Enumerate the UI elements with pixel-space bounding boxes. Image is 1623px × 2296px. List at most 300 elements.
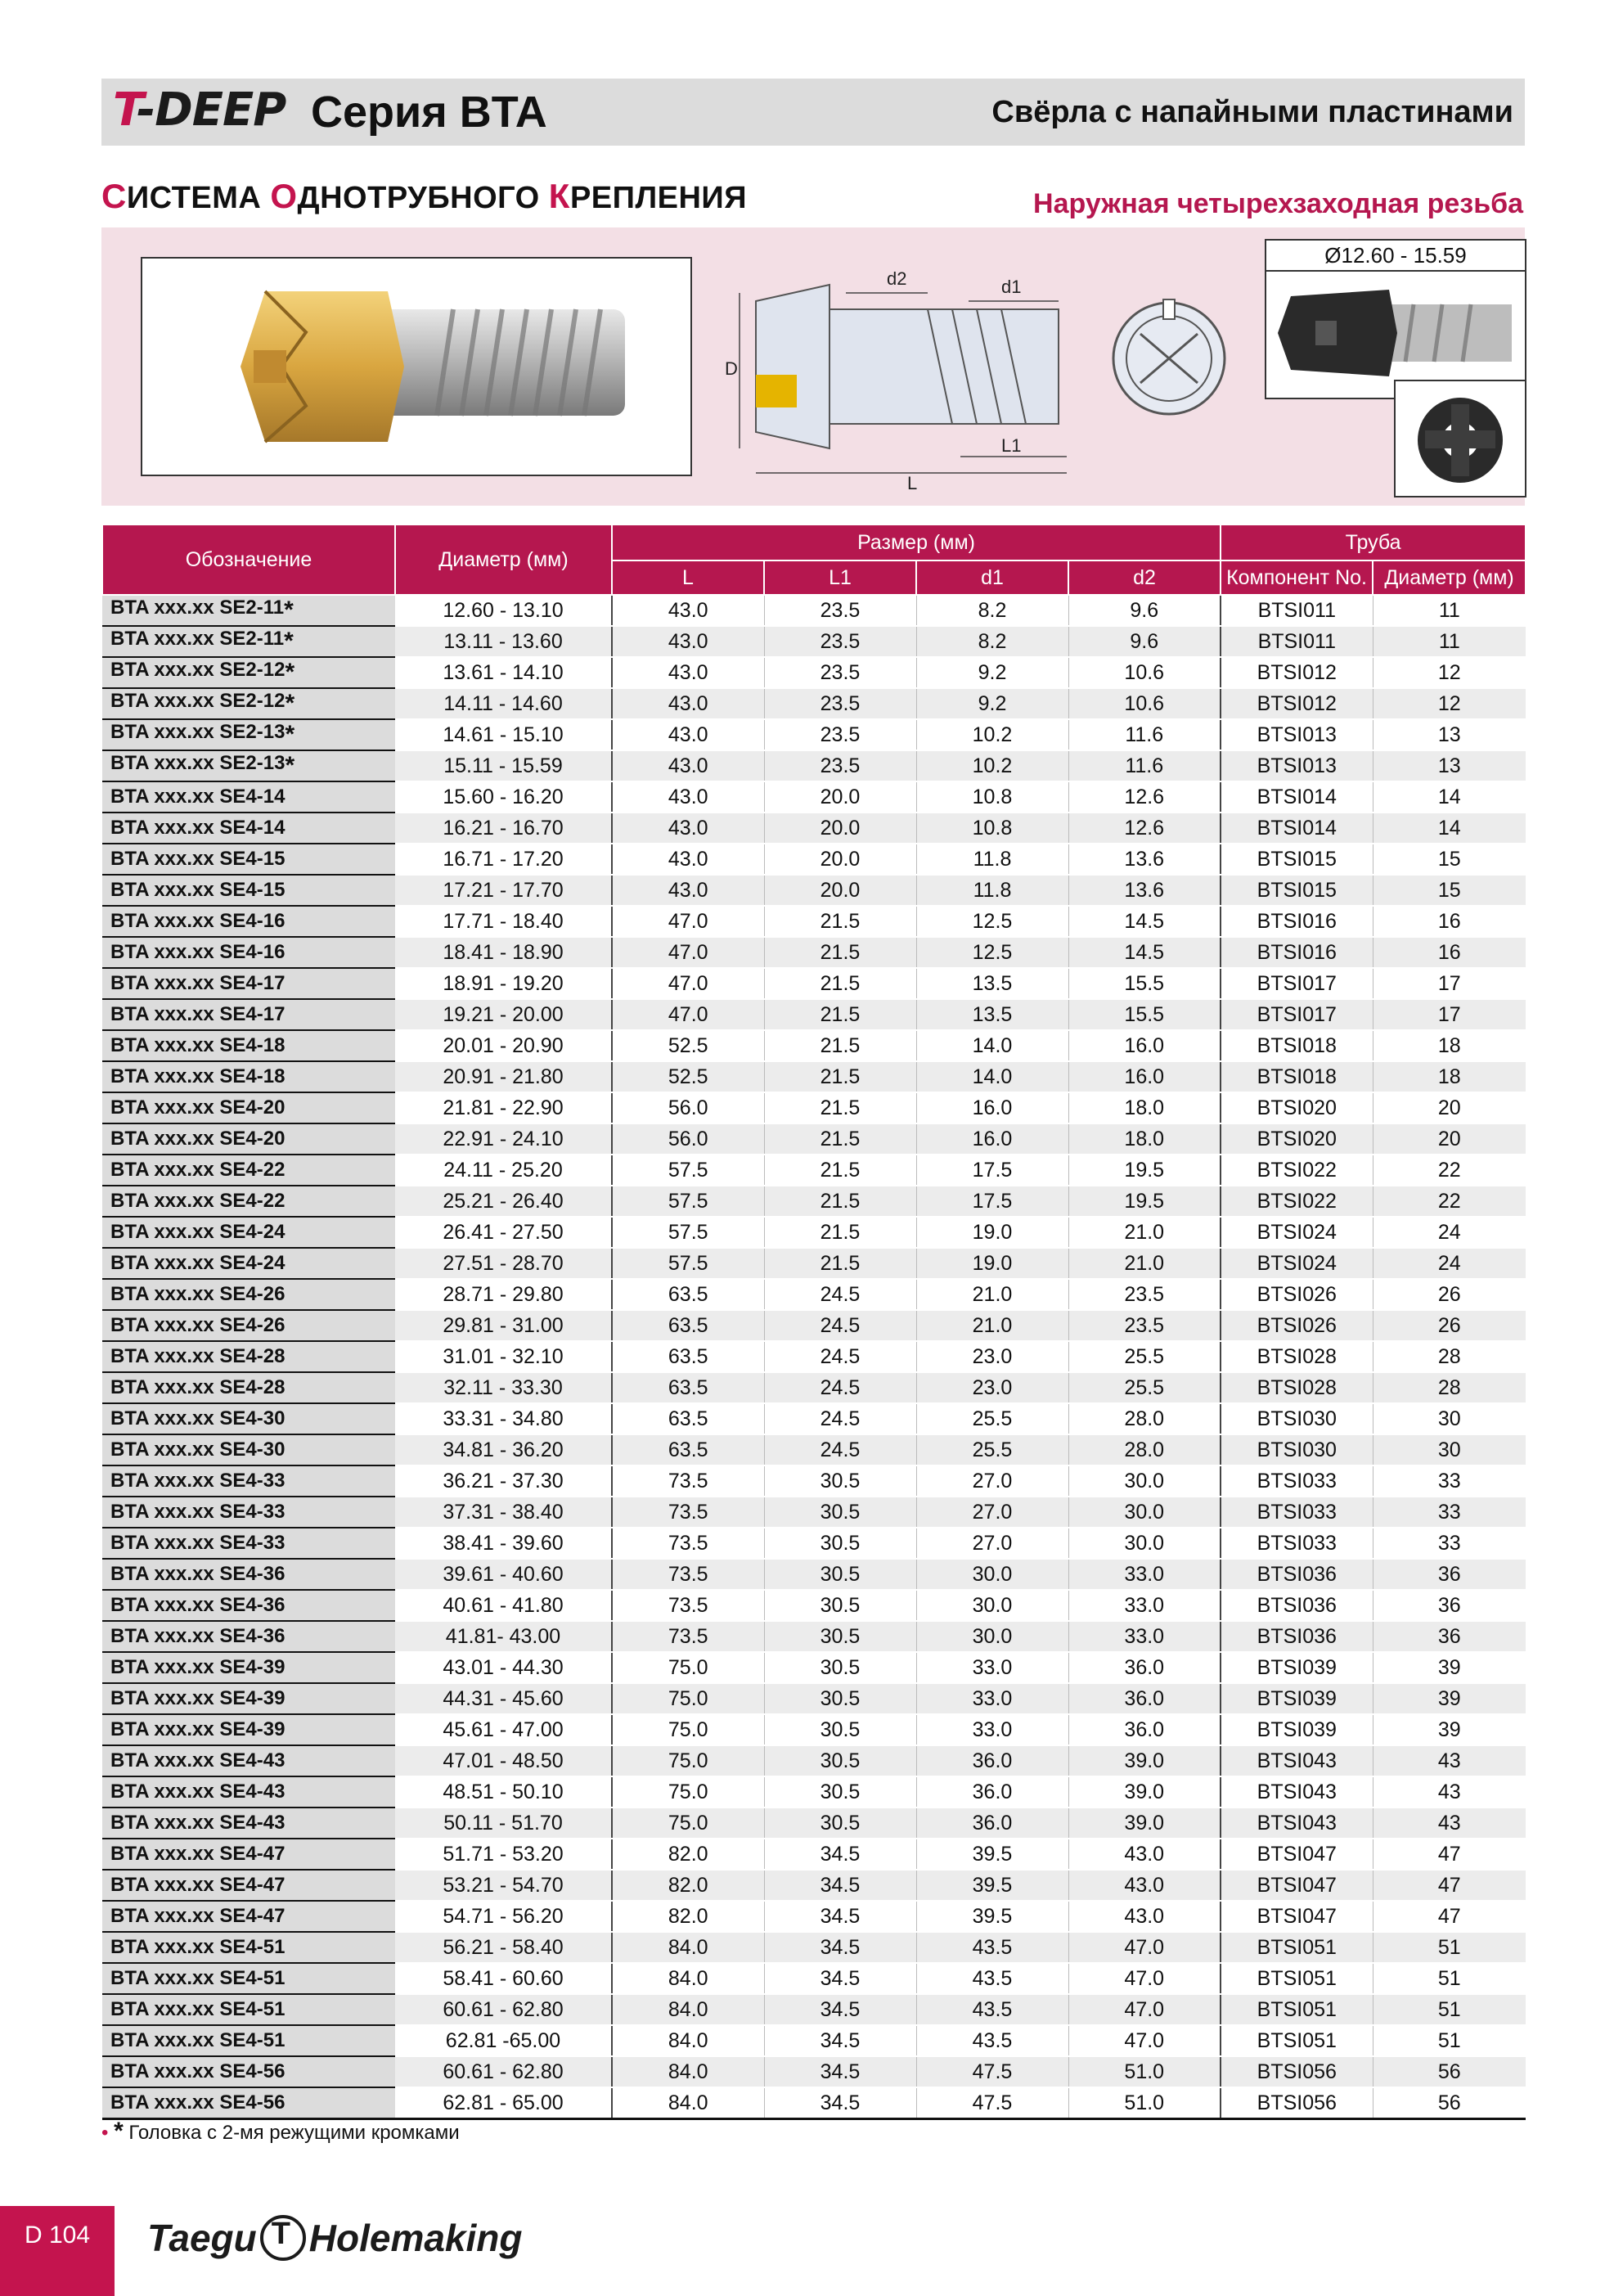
table-row [102, 937, 1526, 968]
cell-L1: 30.5 [764, 1776, 916, 1808]
cell-component: BTSI026 [1221, 1279, 1373, 1310]
cell-designation [102, 1808, 395, 1839]
cell-designation [102, 657, 395, 688]
designation-text: BTA xxx.xx SE4-43 [110, 1812, 285, 1834]
end-view-icon [1108, 268, 1230, 448]
cell-L: 43.0 [612, 657, 764, 688]
cell-L: 43.0 [612, 688, 764, 719]
cell-L: 75.0 [612, 1683, 764, 1714]
cell-designation [102, 1217, 395, 1248]
brand-logo-text: -DEEP [136, 83, 286, 137]
cell-L1: 30.5 [764, 1528, 916, 1559]
two-edge-star: * [285, 659, 295, 686]
drill-photo [141, 257, 692, 476]
cell-designation [102, 1528, 395, 1559]
cell-d2: 47.0 [1068, 2025, 1221, 2056]
cell-L: 73.5 [612, 1590, 764, 1621]
cell-tube-diameter: 12 [1373, 657, 1526, 688]
cell-d2: 12.6 [1068, 813, 1221, 844]
designation-text: BTA xxx.xx SE4-26 [110, 1314, 285, 1336]
cell-component: BTSI051 [1221, 2025, 1373, 2056]
cell-component: BTSI051 [1221, 1932, 1373, 1963]
cell-diameter: 14.11 - 14.60 [395, 688, 612, 719]
cell-designation [102, 2087, 395, 2119]
designation-text: BTA xxx.xx SE4-39 [110, 1718, 285, 1740]
designation-text: BTA xxx.xx SE4-43 [110, 1749, 285, 1772]
cell-d1: 43.5 [916, 1963, 1068, 1994]
cell-d1: 19.0 [916, 1217, 1068, 1248]
cell-tube-diameter: 39 [1373, 1714, 1526, 1745]
cell-designation [102, 781, 395, 813]
cell-designation [102, 1776, 395, 1808]
cell-component: BTSI056 [1221, 2087, 1373, 2119]
thread-label: Наружная четырехзаходная резьба [1033, 188, 1523, 219]
cell-d2: 23.5 [1068, 1310, 1221, 1341]
cell-diameter: 41.81- 43.00 [395, 1621, 612, 1652]
cell-d2: 33.0 [1068, 1559, 1221, 1590]
cell-d1: 17.5 [916, 1155, 1068, 1186]
two-edge-star: * [285, 721, 295, 748]
designation-text: BTA xxx.xx SE4-18 [110, 1065, 285, 1087]
cell-d2: 33.0 [1068, 1621, 1221, 1652]
section-title-text: ДНОТРУБНОГО [297, 181, 549, 215]
cell-tube-diameter: 47 [1373, 1839, 1526, 1870]
cell-designation [102, 1497, 395, 1528]
cell-d1: 11.8 [916, 875, 1068, 906]
cell-d2: 39.0 [1068, 1776, 1221, 1808]
cell-L1: 23.5 [764, 595, 916, 626]
cell-designation [102, 1559, 395, 1590]
cell-d1: 43.5 [916, 1994, 1068, 2025]
cell-d1: 23.0 [916, 1341, 1068, 1372]
cell-L: 75.0 [612, 1808, 764, 1839]
table-row [102, 1714, 1526, 1745]
cell-d2: 51.0 [1068, 2087, 1221, 2119]
cell-diameter: 37.31 - 38.40 [395, 1497, 612, 1528]
cell-tube-diameter: 33 [1373, 1497, 1526, 1528]
cell-designation [102, 813, 395, 844]
cell-tube-diameter: 12 [1373, 688, 1526, 719]
cell-tube-diameter: 14 [1373, 781, 1526, 813]
designation-text: BTA xxx.xx SE4-47 [110, 1874, 285, 1896]
cell-component: BTSI043 [1221, 1745, 1373, 1776]
company-logo-left: Taegu [147, 2217, 257, 2259]
cell-component: BTSI033 [1221, 1528, 1373, 1559]
cell-diameter: 25.21 - 26.40 [395, 1186, 612, 1217]
cell-diameter: 58.41 - 60.60 [395, 1963, 612, 1994]
cell-tube-diameter: 30 [1373, 1434, 1526, 1465]
table-row [102, 1559, 1526, 1590]
cell-d1: 13.5 [916, 999, 1068, 1030]
cell-L1: 24.5 [764, 1403, 916, 1434]
cell-L: 73.5 [612, 1621, 764, 1652]
cell-designation [102, 1590, 395, 1621]
cell-tube-diameter: 26 [1373, 1279, 1526, 1310]
cell-d2: 33.0 [1068, 1590, 1221, 1621]
cell-tube-diameter: 18 [1373, 1061, 1526, 1092]
cell-designation [102, 906, 395, 937]
designation-text: BTA xxx.xx SE4-47 [110, 1843, 285, 1865]
cell-d2: 21.0 [1068, 1248, 1221, 1279]
cell-diameter: 39.61 - 40.60 [395, 1559, 612, 1590]
table-row [102, 688, 1526, 719]
designation-text: BTA xxx.xx SE4-18 [110, 1034, 285, 1056]
cell-d1: 12.5 [916, 906, 1068, 937]
cell-L: 75.0 [612, 1776, 764, 1808]
designation-text: BTA xxx.xx SE2-13 [110, 752, 285, 774]
cell-L1: 30.5 [764, 1590, 916, 1621]
cell-designation [102, 1465, 395, 1497]
cell-L1: 20.0 [764, 781, 916, 813]
cell-tube-diameter: 39 [1373, 1683, 1526, 1714]
cell-tube-diameter: 47 [1373, 1870, 1526, 1901]
cell-diameter: 40.61 - 41.80 [395, 1590, 612, 1621]
cell-component: BTSI020 [1221, 1123, 1373, 1155]
designation-text: BTA xxx.xx SE4-15 [110, 879, 285, 901]
label-d2: d2 [887, 268, 907, 289]
cell-L: 82.0 [612, 1870, 764, 1901]
section-title-cap: О [270, 177, 298, 215]
designation-text: BTA xxx.xx SE2-12 [110, 690, 285, 712]
cell-tube-diameter: 51 [1373, 1963, 1526, 1994]
designation-text: BTA xxx.xx SE4-43 [110, 1781, 285, 1803]
cell-tube-diameter: 17 [1373, 999, 1526, 1030]
cell-tube-diameter: 43 [1373, 1776, 1526, 1808]
cell-d2: 23.5 [1068, 1279, 1221, 1310]
cell-diameter: 17.21 - 17.70 [395, 875, 612, 906]
cell-diameter: 29.81 - 31.00 [395, 1310, 612, 1341]
cell-diameter: 36.21 - 37.30 [395, 1465, 612, 1497]
cell-L1: 21.5 [764, 1155, 916, 1186]
cell-tube-diameter: 28 [1373, 1341, 1526, 1372]
cell-L1: 34.5 [764, 2087, 916, 2119]
table-row [102, 875, 1526, 906]
table-row [102, 1434, 1526, 1465]
cell-L1: 30.5 [764, 1808, 916, 1839]
cell-tube-diameter: 43 [1373, 1745, 1526, 1776]
designation-text: BTA xxx.xx SE4-16 [110, 941, 285, 963]
cell-d2: 9.6 [1068, 626, 1221, 657]
cell-d2: 14.5 [1068, 906, 1221, 937]
table-row [102, 1528, 1526, 1559]
cell-L1: 34.5 [764, 1963, 916, 1994]
cell-diameter: 21.81 - 22.90 [395, 1092, 612, 1123]
cell-d1: 36.0 [916, 1808, 1068, 1839]
cell-designation [102, 1092, 395, 1123]
designation-text: BTA xxx.xx SE4-30 [110, 1407, 285, 1429]
cell-L: 57.5 [612, 1155, 764, 1186]
cell-component: BTSI056 [1221, 2056, 1373, 2087]
two-edge-head-icon [1266, 272, 1525, 398]
table-row [102, 750, 1526, 781]
cell-tube-diameter: 16 [1373, 906, 1526, 937]
diameter-range-box [1265, 239, 1526, 399]
cell-diameter: 19.21 - 20.00 [395, 999, 612, 1030]
cell-designation [102, 1030, 395, 1061]
cell-designation [102, 968, 395, 999]
cell-L1: 21.5 [764, 1248, 916, 1279]
cell-diameter: 13.61 - 14.10 [395, 657, 612, 688]
cell-L: 63.5 [612, 1403, 764, 1434]
cell-d2: 16.0 [1068, 1030, 1221, 1061]
cell-designation [102, 719, 395, 750]
cell-d2: 10.6 [1068, 657, 1221, 688]
table-row [102, 968, 1526, 999]
cell-tube-diameter: 22 [1373, 1155, 1526, 1186]
cell-tube-diameter: 51 [1373, 1932, 1526, 1963]
cell-tube-diameter: 33 [1373, 1465, 1526, 1497]
designation-text: BTA xxx.xx SE4-28 [110, 1345, 285, 1367]
cell-tube-diameter: 20 [1373, 1123, 1526, 1155]
cell-L: 47.0 [612, 999, 764, 1030]
designation-text: BTA xxx.xx SE4-51 [110, 1936, 285, 1958]
cell-designation [102, 1403, 395, 1434]
cell-L1: 21.5 [764, 937, 916, 968]
cell-L1: 34.5 [764, 2025, 916, 2056]
designation-text: BTA xxx.xx SE4-36 [110, 1594, 285, 1616]
cell-L: 57.5 [612, 1248, 764, 1279]
table-body [102, 595, 1526, 2119]
cell-diameter: 53.21 - 54.70 [395, 1870, 612, 1901]
cell-L1: 34.5 [764, 1994, 916, 2025]
cell-diameter: 62.81 - 65.00 [395, 2087, 612, 2119]
cell-component: BTSI036 [1221, 1559, 1373, 1590]
cell-L: 73.5 [612, 1497, 764, 1528]
cell-L: 56.0 [612, 1123, 764, 1155]
end-view-drawing [1108, 268, 1230, 448]
cell-designation [102, 1839, 395, 1870]
cell-L1: 30.5 [764, 1497, 916, 1528]
cell-diameter: 26.41 - 27.50 [395, 1217, 612, 1248]
cell-diameter: 15.60 - 16.20 [395, 781, 612, 813]
designation-text: BTA xxx.xx SE4-33 [110, 1532, 285, 1554]
cell-tube-diameter: 36 [1373, 1559, 1526, 1590]
insert-icon [1396, 381, 1525, 496]
cell-tube-diameter: 17 [1373, 968, 1526, 999]
two-edge-star: * [285, 690, 295, 717]
cell-d1: 33.0 [916, 1652, 1068, 1683]
table-row [102, 1403, 1526, 1434]
cell-component: BTSI039 [1221, 1714, 1373, 1745]
cell-diameter: 60.61 - 62.80 [395, 1994, 612, 2025]
section-title-cap: К [548, 177, 570, 215]
designation-text: BTA xxx.xx SE4-14 [110, 786, 285, 808]
cell-tube-diameter: 36 [1373, 1621, 1526, 1652]
cell-designation [102, 1186, 395, 1217]
cell-d2: 11.6 [1068, 719, 1221, 750]
header-L: L [612, 560, 764, 595]
cell-diameter: 51.71 - 53.20 [395, 1839, 612, 1870]
cell-L: 73.5 [612, 1559, 764, 1590]
cell-L: 75.0 [612, 1745, 764, 1776]
cell-d2: 36.0 [1068, 1683, 1221, 1714]
cell-designation [102, 1155, 395, 1186]
table-row [102, 1870, 1526, 1901]
cell-L1: 21.5 [764, 1186, 916, 1217]
designation-text: BTA xxx.xx SE4-51 [110, 1998, 285, 2020]
cell-diameter: 54.71 - 56.20 [395, 1901, 612, 1932]
cell-d2: 47.0 [1068, 1994, 1221, 2025]
cell-diameter: 31.01 - 32.10 [395, 1341, 612, 1372]
table-row [102, 719, 1526, 750]
footnote-star: * [114, 2118, 124, 2145]
cell-d2: 43.0 [1068, 1870, 1221, 1901]
cell-d1: 19.0 [916, 1248, 1068, 1279]
cell-tube-diameter: 56 [1373, 2087, 1526, 2119]
cell-d1: 36.0 [916, 1776, 1068, 1808]
cell-designation [102, 1372, 395, 1403]
designation-text: BTA xxx.xx SE4-33 [110, 1470, 285, 1492]
cell-L: 52.5 [612, 1030, 764, 1061]
cell-L: 43.0 [612, 750, 764, 781]
footnote [101, 2118, 460, 2145]
cell-designation [102, 1870, 395, 1901]
cell-L1: 30.5 [764, 1652, 916, 1683]
table-row [102, 999, 1526, 1030]
cell-d2: 9.6 [1068, 595, 1221, 626]
cell-d2: 28.0 [1068, 1434, 1221, 1465]
cell-d1: 10.2 [916, 719, 1068, 750]
cell-d1: 27.0 [916, 1497, 1068, 1528]
cell-diameter: 56.21 - 58.40 [395, 1932, 612, 1963]
table-row [102, 626, 1526, 657]
cell-d2: 30.0 [1068, 1497, 1221, 1528]
designation-text: BTA xxx.xx SE4-20 [110, 1096, 285, 1119]
cell-tube-diameter: 24 [1373, 1217, 1526, 1248]
cell-L1: 20.0 [764, 813, 916, 844]
cell-d1: 10.8 [916, 813, 1068, 844]
cell-L: 47.0 [612, 906, 764, 937]
cell-diameter: 38.41 - 39.60 [395, 1528, 612, 1559]
table-row [102, 1155, 1526, 1186]
cell-diameter: 20.91 - 21.80 [395, 1061, 612, 1092]
table-row [102, 1310, 1526, 1341]
cell-component: BTSI017 [1221, 999, 1373, 1030]
cell-component: BTSI036 [1221, 1590, 1373, 1621]
page-number: D 104 [0, 2206, 115, 2296]
table-row [102, 1963, 1526, 1994]
cell-d1: 43.5 [916, 1932, 1068, 1963]
cell-L1: 23.5 [764, 657, 916, 688]
table-row [102, 1061, 1526, 1092]
cell-diameter: 44.31 - 45.60 [395, 1683, 612, 1714]
cell-designation [102, 1621, 395, 1652]
cell-designation [102, 2056, 395, 2087]
header-diameter: Диаметр (мм) [395, 524, 612, 595]
cell-L1: 21.5 [764, 1123, 916, 1155]
cell-component: BTSI012 [1221, 688, 1373, 719]
cell-L: 56.0 [612, 1092, 764, 1123]
table-row [102, 1776, 1526, 1808]
cell-L: 63.5 [612, 1372, 764, 1403]
cell-d1: 11.8 [916, 844, 1068, 875]
drill-photo-icon [142, 259, 690, 475]
designation-text: BTA xxx.xx SE4-14 [110, 817, 285, 839]
cell-component: BTSI014 [1221, 813, 1373, 844]
cell-L: 43.0 [612, 626, 764, 657]
header-size-group: Размер (мм) [612, 524, 1221, 560]
cell-L1: 23.5 [764, 688, 916, 719]
cell-d1: 21.0 [916, 1310, 1068, 1341]
cell-tube-diameter: 51 [1373, 1994, 1526, 2025]
cell-L: 84.0 [612, 1963, 764, 1994]
cell-tube-diameter: 47 [1373, 1901, 1526, 1932]
label-d1: d1 [1001, 277, 1022, 297]
cell-component: BTSI013 [1221, 719, 1373, 750]
cell-L1: 30.5 [764, 1621, 916, 1652]
image-panel [101, 227, 1525, 506]
designation-text: BTA xxx.xx SE4-17 [110, 1003, 285, 1025]
cell-d1: 14.0 [916, 1030, 1068, 1061]
cell-d2: 15.5 [1068, 968, 1221, 999]
cell-d2: 11.6 [1068, 750, 1221, 781]
header-tube-diameter: Диаметр (мм) [1373, 560, 1526, 595]
cell-component: BTSI033 [1221, 1465, 1373, 1497]
cell-designation [102, 1683, 395, 1714]
cell-d1: 17.5 [916, 1186, 1068, 1217]
side-view-drawing [723, 252, 1099, 489]
cell-L1: 34.5 [764, 1932, 916, 1963]
cell-d1: 39.5 [916, 1839, 1068, 1870]
cell-L1: 23.5 [764, 626, 916, 657]
cell-diameter: 24.11 - 25.20 [395, 1155, 612, 1186]
table-row [102, 1497, 1526, 1528]
cell-L1: 23.5 [764, 750, 916, 781]
cell-designation [102, 1061, 395, 1092]
cell-d2: 14.5 [1068, 937, 1221, 968]
table-row [102, 2087, 1526, 2119]
cell-L: 63.5 [612, 1341, 764, 1372]
cell-component: BTSI047 [1221, 1870, 1373, 1901]
cell-L: 84.0 [612, 1994, 764, 2025]
cell-tube-diameter: 15 [1373, 844, 1526, 875]
designation-text: BTA xxx.xx SE4-15 [110, 848, 285, 870]
cell-L: 47.0 [612, 937, 764, 968]
header-designation: Обозначение [102, 524, 395, 595]
cell-d2: 28.0 [1068, 1403, 1221, 1434]
table-row [102, 906, 1526, 937]
table-row [102, 2025, 1526, 2056]
cell-L1: 30.5 [764, 1745, 916, 1776]
cell-d2: 15.5 [1068, 999, 1221, 1030]
cell-tube-diameter: 13 [1373, 719, 1526, 750]
insert-photo [1394, 380, 1526, 497]
cell-tube-diameter: 18 [1373, 1030, 1526, 1061]
cell-component: BTSI051 [1221, 1963, 1373, 1994]
footnote-bullet: • [101, 2122, 109, 2144]
diameter-range-label: Ø12.60 - 15.59 [1266, 241, 1525, 272]
cell-diameter: 28.71 - 29.80 [395, 1279, 612, 1310]
cell-d1: 33.0 [916, 1714, 1068, 1745]
cell-tube-diameter: 56 [1373, 2056, 1526, 2087]
label-L1: L1 [1001, 435, 1022, 456]
cell-d2: 25.5 [1068, 1341, 1221, 1372]
designation-text: BTA xxx.xx SE4-56 [110, 2091, 285, 2114]
cell-L: 43.0 [612, 844, 764, 875]
designation-text: BTA xxx.xx SE4-36 [110, 1625, 285, 1647]
cell-d1: 30.0 [916, 1559, 1068, 1590]
side-view-icon [723, 252, 1099, 489]
cell-component: BTSI020 [1221, 1092, 1373, 1123]
cell-component: BTSI024 [1221, 1248, 1373, 1279]
cell-L: 75.0 [612, 1652, 764, 1683]
table-row [102, 1901, 1526, 1932]
series-title: Серия BTA [311, 88, 547, 137]
table-row [102, 1683, 1526, 1714]
cell-L1: 20.0 [764, 875, 916, 906]
table-row [102, 844, 1526, 875]
cell-component: BTSI028 [1221, 1372, 1373, 1403]
